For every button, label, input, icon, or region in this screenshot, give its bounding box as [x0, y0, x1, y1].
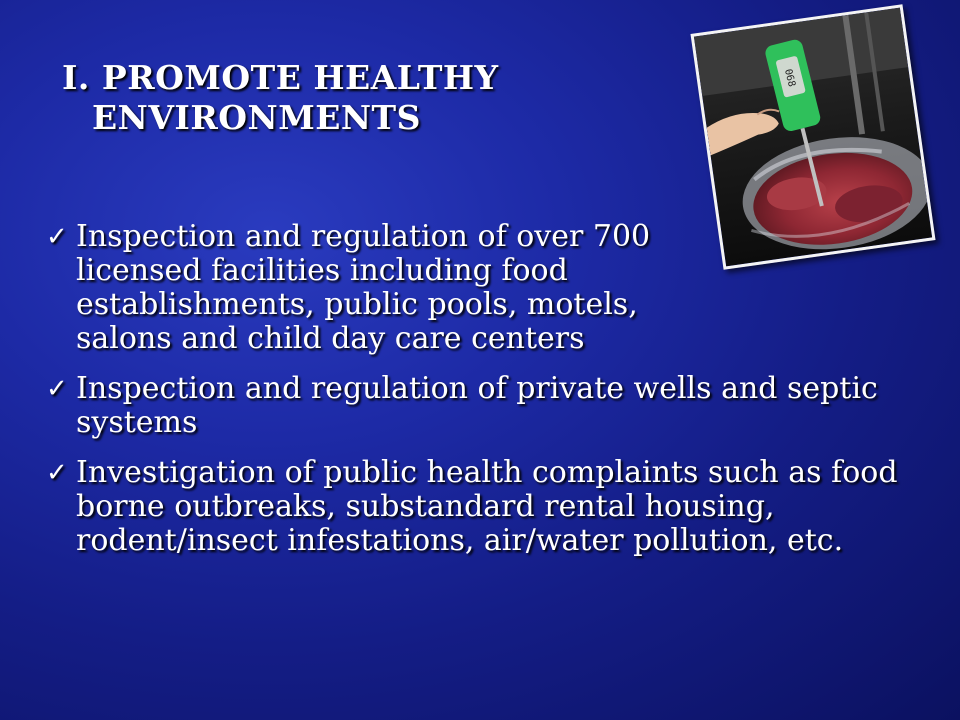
bullet-list — [46, 220, 946, 574]
checkmark-icon: ✓ — [46, 374, 68, 404]
bullet-item — [46, 456, 946, 558]
title-line-1: I. PROMOTE HEALTHY — [62, 58, 499, 97]
thermometer-reading: 068 — [781, 67, 797, 89]
bullet-text: Inspection and regulation of over 700 licensed facilities including food establishments, public pools, motels, salons and child day care centers — [76, 219, 651, 356]
title-line-2: ENVIRONMENTS — [92, 98, 421, 137]
bullet-item — [46, 220, 946, 356]
checkmark-icon: ✓ — [46, 222, 68, 252]
bullet-text: Inspection and regulation of private wells and septic systems — [76, 371, 878, 440]
bullet-text: Investigation of public health complaints such as food borne outbreaks, substandard rental housing, rodent/insect infestations, air/water pollution, etc. — [76, 455, 898, 558]
checkmark-icon: ✓ — [46, 458, 68, 488]
slide-title — [62, 58, 662, 138]
bullet-item — [46, 372, 946, 440]
